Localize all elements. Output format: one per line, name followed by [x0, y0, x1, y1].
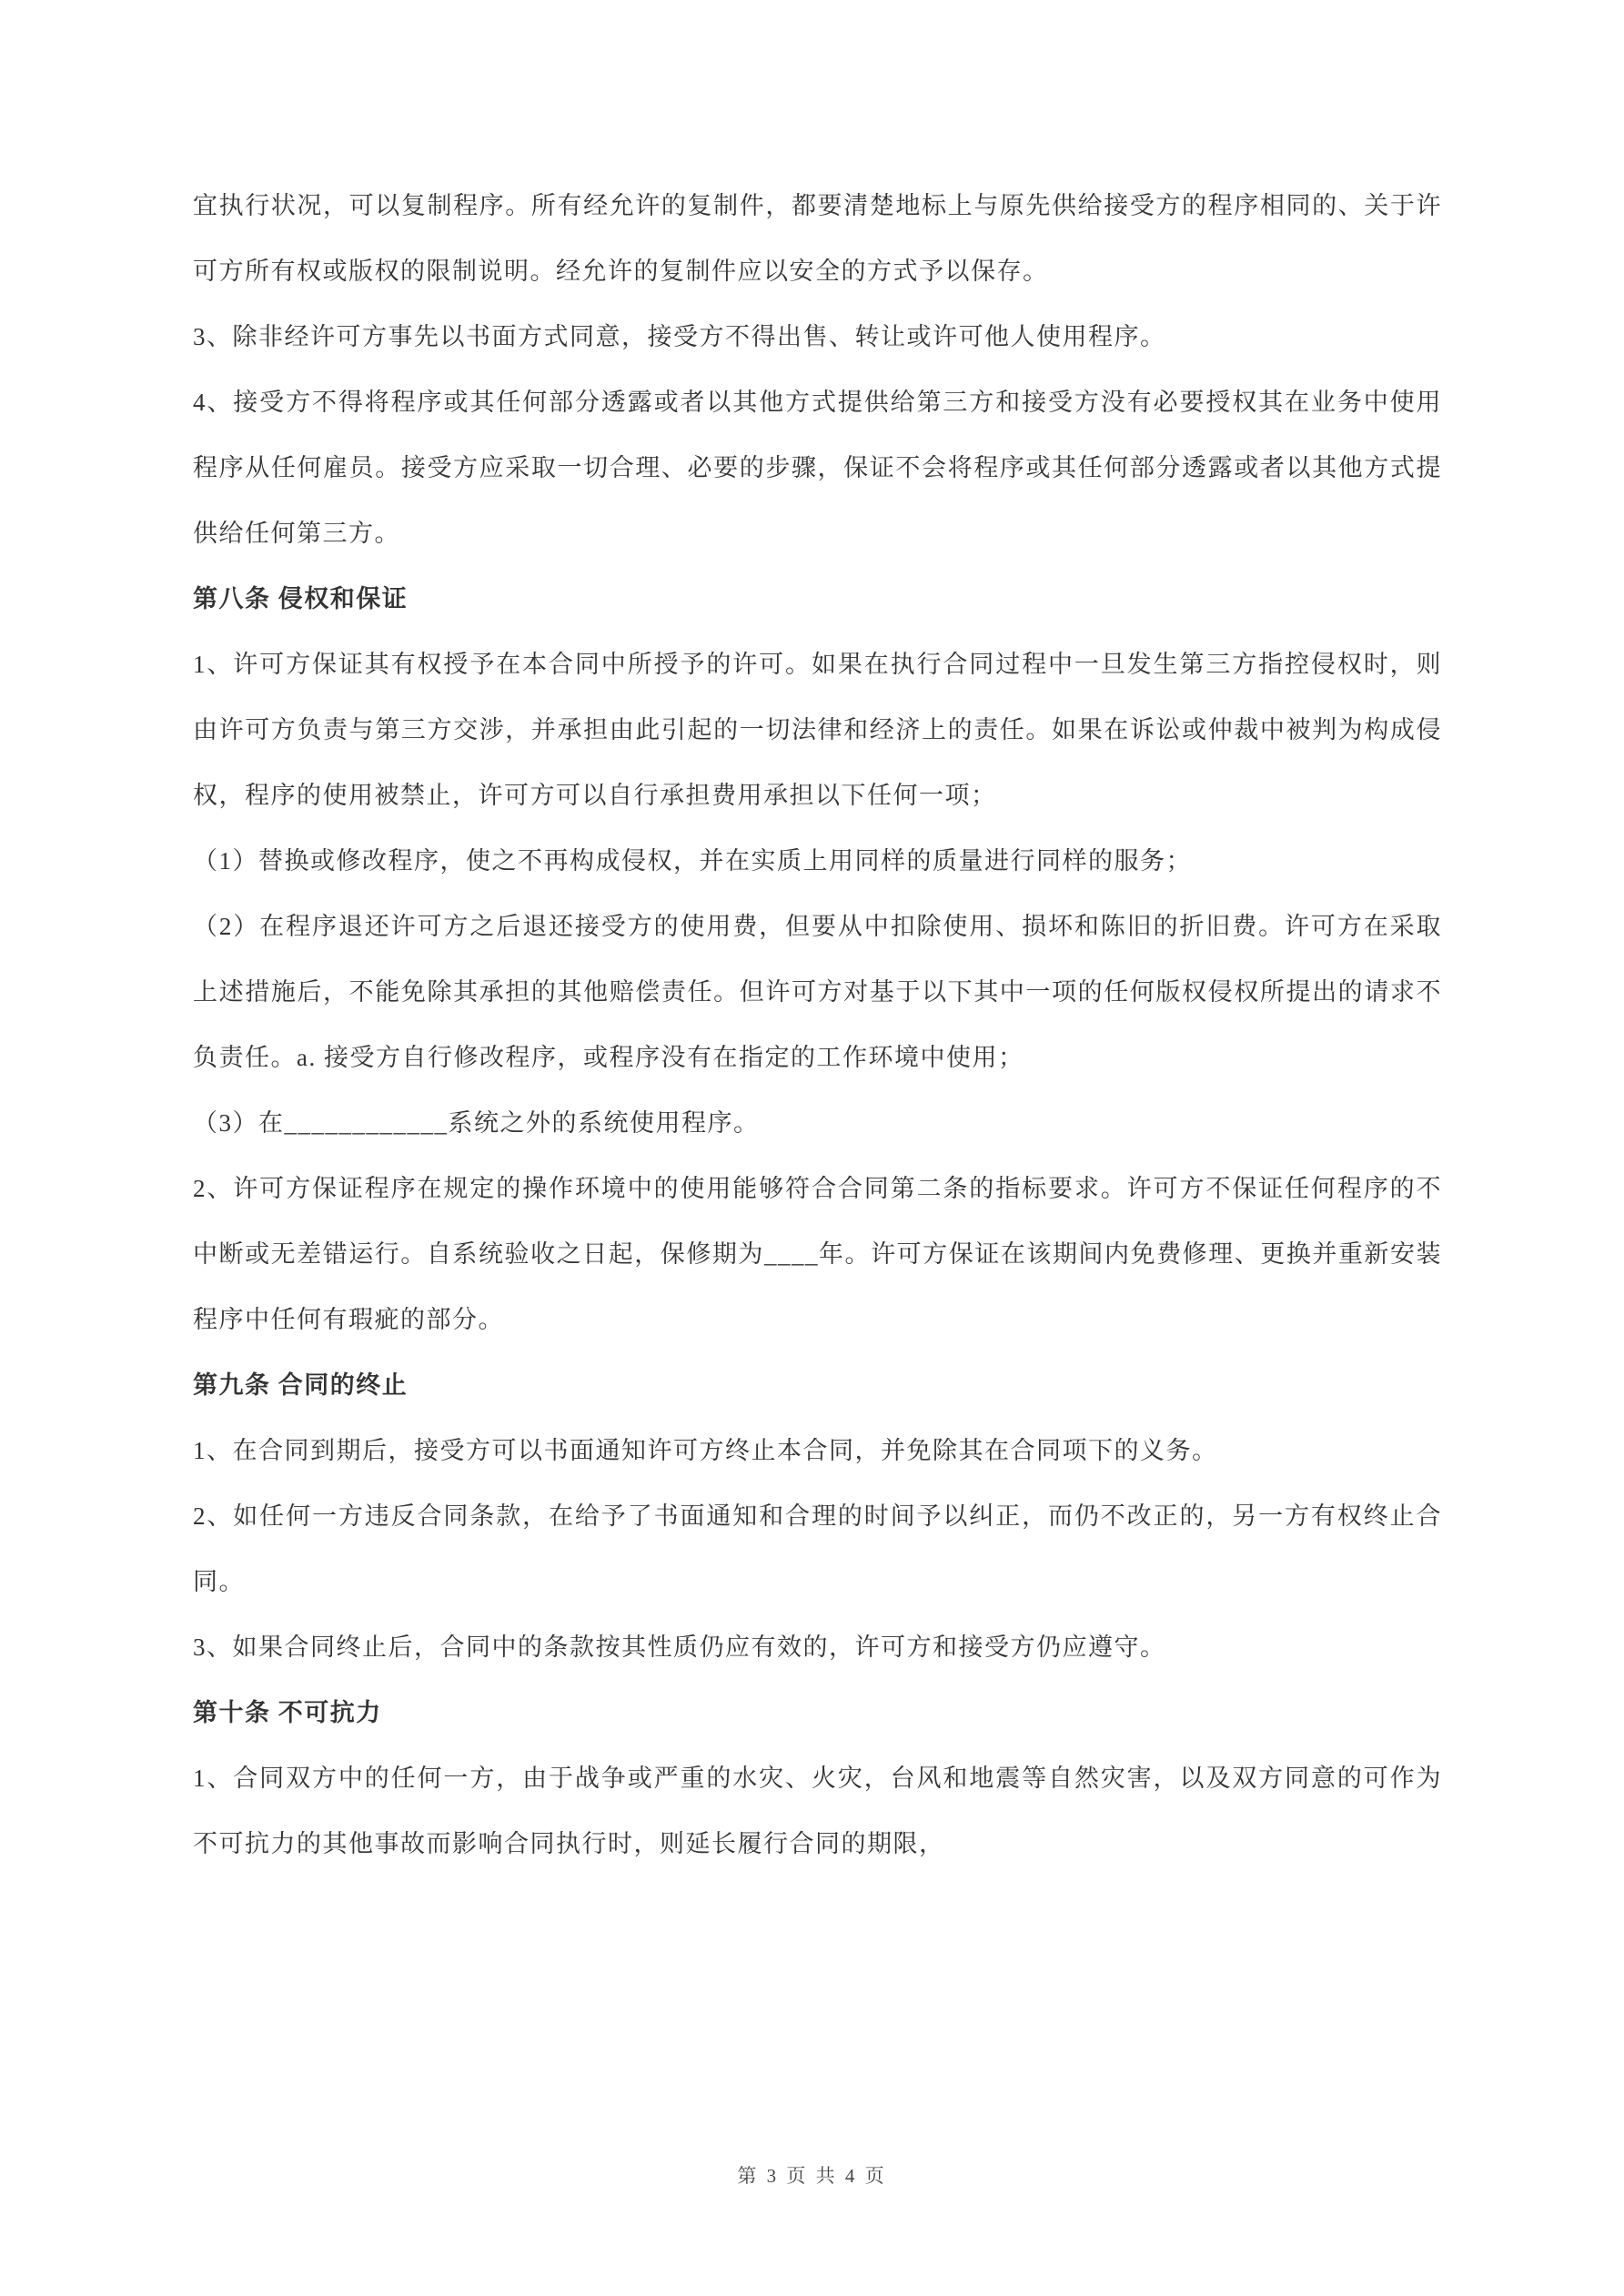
paragraph: （3）在____________系统之外的系统使用程序。	[193, 1109, 760, 1137]
document-body	[193, 173, 1442, 1876]
paragraph: 3、除非经许可方事先以书面方式同意，接受方不得出售、转让或许可他人使用程序。	[193, 323, 1166, 350]
section-heading: 第十条 不可抗力	[193, 1699, 382, 1726]
paragraph: 4、接受方不得将程序或其任何部分透露或者以其他方式提供给第三方和接受方没有必要授权其在业务中使用程序从任何雇员。接受方应采取一切合理、必要的步骤，保证不会将程序或其任何部分透露或者以其他方式提供给任何第三方。	[193, 389, 1442, 547]
paragraph: 3、如果合同终止后，合同中的条款按其性质仍应有效的，许可方和接受方仍应遵守。	[193, 1633, 1166, 1661]
page-footer: 第 3 页 共 4 页	[737, 2165, 887, 2187]
paragraph: 2、许可方保证程序在规定的操作环境中的使用能够符合合同第二条的指标要求。许可方不保证任何程序的不中断或无差错运行。自系统验收之日起，保修期为____年。许可方保证在该期间内免费修理、更换并重新安装程序中任何有瑕疵的部分。	[193, 1175, 1442, 1333]
paragraph: （2）在程序退还许可方之后退还接受方的使用费，但要从中扣除使用、损坏和陈旧的折旧费。许可方在采取上述措施后，不能免除其承担的其他赔偿责任。但许可方对基于以下其中一项的任何版权侵权所提出的请求不负责任。a. 接受方自行修改程序，或程序没有在指定的工作环境中使用；	[193, 913, 1442, 1071]
paragraph: 1、在合同到期后，接受方可以书面通知许可方终止本合同，并免除其在合同项下的义务。	[193, 1437, 1218, 1464]
paragraph: （1）替换或修改程序，使之不再构成侵权，并在实质上用同样的质量进行同样的服务；	[193, 847, 1192, 875]
paragraph: 2、如任何一方违反合同条款，在给予了书面通知和合理的时间予以纠正，而仍不改正的，另一方有权终止合同。	[193, 1502, 1442, 1595]
paragraph: 宜执行状况，可以复制程序。所有经允许的复制件，都要清楚地标上与原先供给接受方的程序相同的、关于许可方所有权或版权的限制说明。经允许的复制件应以安全的方式予以保存。	[193, 192, 1442, 285]
paragraph: 1、许可方保证其有权授予在本合同中所授予的许可。如果在执行合同过程中一旦发生第三方指控侵权时，则由许可方负责与第三方交涉，并承担由此引起的一切法律和经济上的责任。如果在诉讼或仲裁中被判为构成侵权，程序的使用被禁止，许可方可以自行承担费用承担以下任何一项；	[193, 651, 1442, 809]
paragraph: 1、合同双方中的任何一方，由于战争或严重的水灾、火灾，台风和地震等自然灾害，以及双方同意的可作为不可抗力的其他事故而影响合同执行时，则延长履行合同的期限，	[193, 1765, 1442, 1857]
section-heading: 第八条 侵权和保证	[193, 585, 409, 612]
section-heading: 第九条 合同的终止	[193, 1371, 409, 1399]
